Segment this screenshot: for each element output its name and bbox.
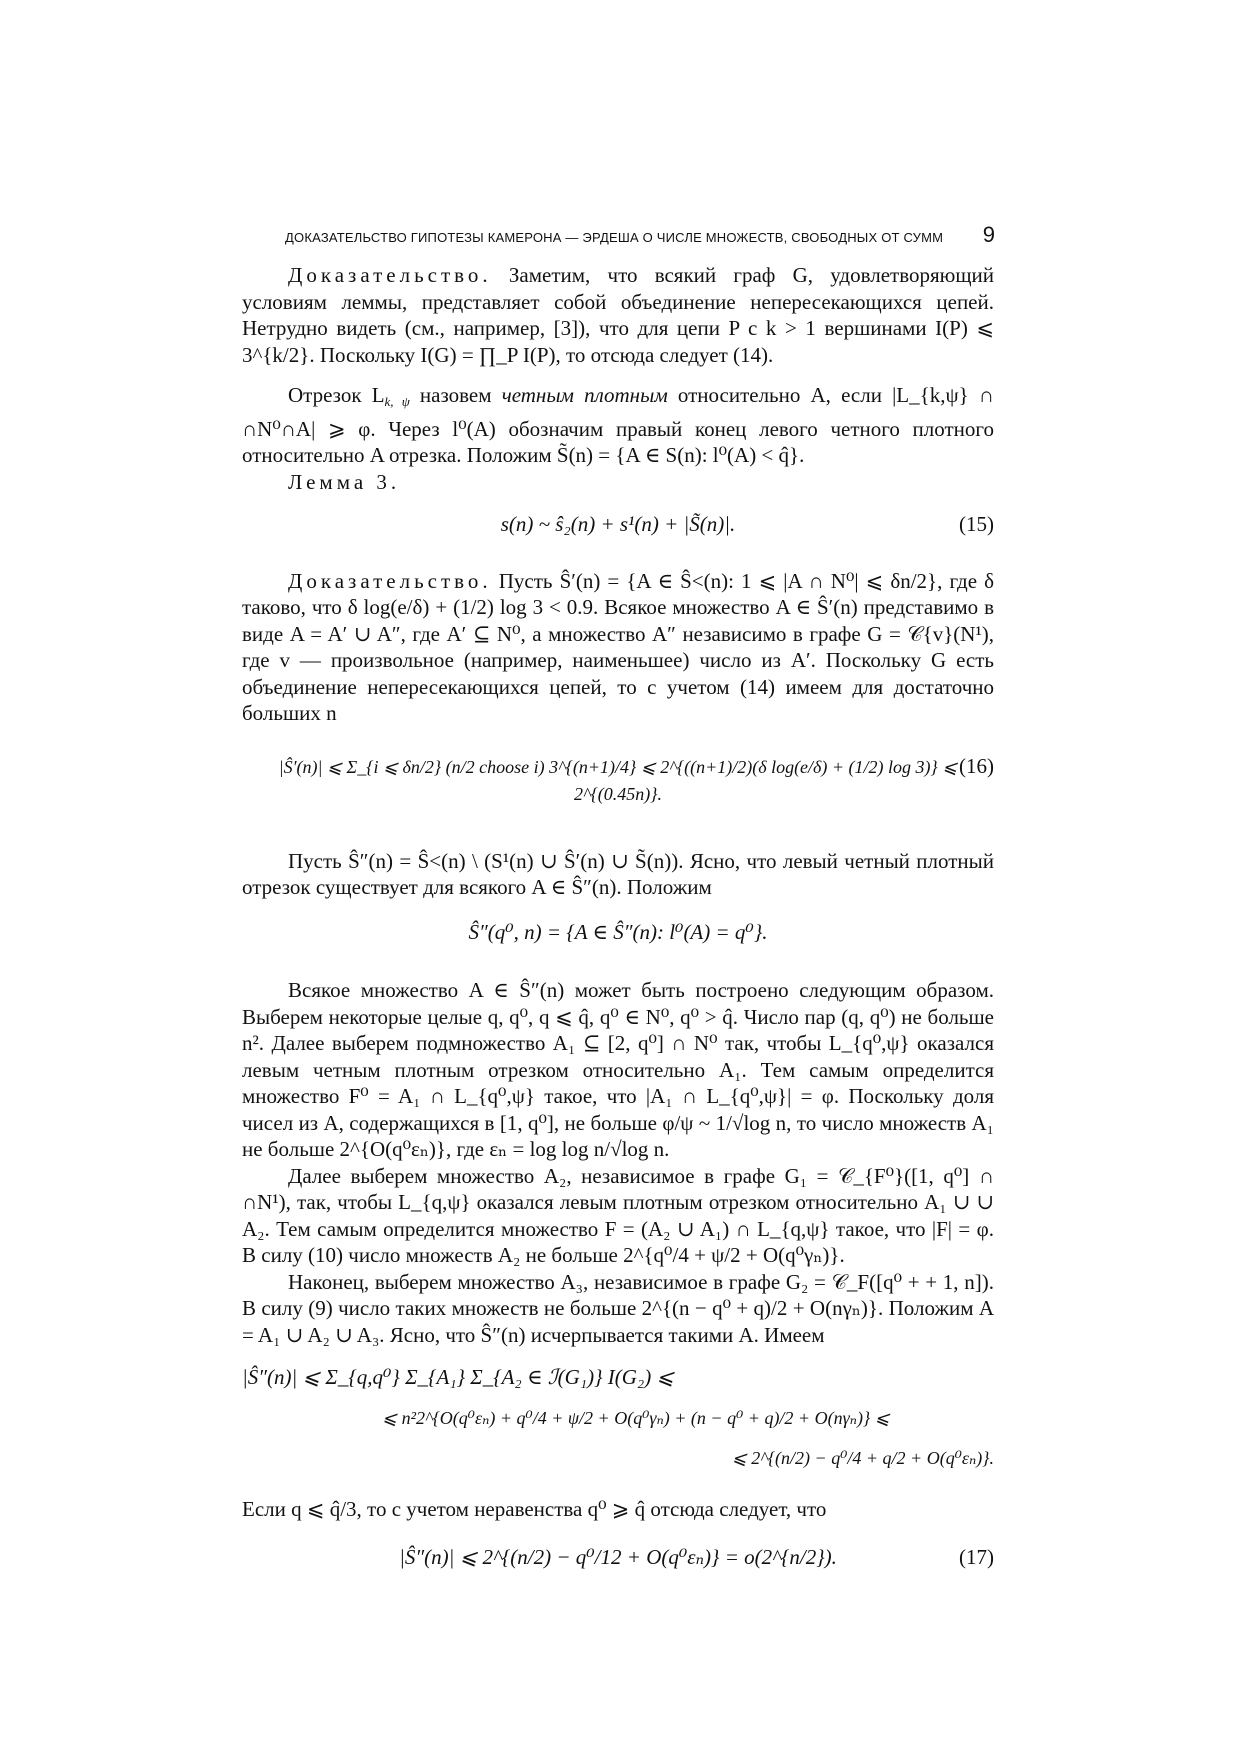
equation-16-number: (16): [959, 753, 994, 778]
definition-text-a: Отрезок L: [288, 383, 385, 407]
equation-15-number: (15): [959, 512, 994, 536]
running-header-title: ДОКАЗАТЕЛЬСТВО ГИПОТЕЗЫ КАМЕРОНА — ЭРДЕША О ЧИСЛЕ МНОЖЕСТВ, СВОБОДНЫХ ОТ СУММ: [285, 230, 944, 245]
paragraph-construction: Всякое множество A ∈ Ŝ″(n) может быть построено следующим образом. Выберем некоторые целые q, q⁰, q ⩽ q̂, q⁰ ∈ N⁰, q⁰ > q̂. Число пар (q, q⁰) не больше n². Далее выберем подмножество A₁ ⊆ [2, q⁰] ∩ N⁰ так, чтобы L_{q⁰,ψ} оказался левым четным плотным отрезком относительно A₁. Тем самым определится множество F⁰ = A₁ ∩ L_{q⁰,ψ} такое, что |A₁ ∩ L_{q⁰,ψ}| = φ. Поскольку доля чисел из A, содержащихся в [1, q⁰], не больше φ/ψ ~ 1/√log n, то число множеств A₁ не больше 2^{O(q⁰εₙ)}, где εₙ = log log n/√log n.: [242, 978, 994, 1161]
paragraph-define-s2: Пусть Ŝ″(n) = Ŝ<(n) \ (S¹(n) ∪ Ŝ′(n) ∪ S̃(n)). Ясно, что левый четный плотный отрезок существует для всякого A ∈ Ŝ″(n). Положим: [242, 848, 994, 899]
paragraph-choose-a3: Наконец, выберем множество A₃, независимое в графе G₂ = 𝒞_F([q⁰ + + 1, n]). В силу (9) число таких множеств не больше 2^{(n − q⁰ + q)/2 + O(nγₙ)}. Положим A = A₁ ∪ A₂ ∪ A₃. Ясно, что Ŝ″(n) исчерпывается такими A. Имеем: [242, 1269, 994, 1347]
equation-big-line-1: |Ŝ″(n)| ⩽ Σ_{q,q⁰} Σ_{A₁} Σ_{A₂ ∈ ℐ(G₁)} I(G₂) ⩽: [242, 1365, 675, 1389]
equation-big: [242, 1364, 994, 1472]
paragraph-definition: Отрезок $L_{k, \psi}$ назовем четным плотным относительно A, если |L_{k,ψ} ∩ ∩N⁰∩A| ⩾ φ. Через l⁰(A) обозначим правый конец левого четного плотного относительно A отрезка. Положим S̃(n) = {A ∈ S(n): l⁰(A) < q̂}.: [242, 383, 994, 467]
equation-big-line-3: ⩽ 2^{(n/2) − q⁰/4 + q/2 + O(q⁰εₙ)}.: [731, 1448, 994, 1468]
equation-16: [242, 753, 994, 808]
definition-term: четным плотным: [501, 383, 668, 407]
equation-17-number: (17): [959, 1545, 994, 1569]
paragraph-proof-2: [242, 568, 994, 727]
paragraph-conclusion: Если q ⩽ q̂/3, то с учетом неравенства q⁰ ⩾ q̂ отсюда следует, что: [242, 1496, 827, 1521]
running-header: [285, 222, 995, 252]
definition-text-b: назовем: [409, 383, 502, 407]
equation-17: [242, 1544, 994, 1571]
equation-16-expr: |Ŝ′(n)| ⩽ Σ_{i ⩽ δn/2} (n/2 choose i) 3^{(n+1)/4} ⩽ 2^{((n+1)/2)(δ log(e/δ) + (1/2) log 3)} ⩽ 2^{(0.45n)}.: [278, 756, 958, 804]
article-body: [242, 262, 994, 1593]
paragraph-proof-1: [242, 262, 994, 368]
equation-big-line-2: ⩽ n²2^{O(q⁰εₙ) + q⁰/4 + ψ/2 + O(q⁰γₙ) + (n − q⁰ + q)/2 + O(nγₙ)} ⩽: [382, 1407, 890, 1428]
page-number: 9: [982, 222, 995, 247]
equation-15: [242, 511, 994, 538]
lemma-3-label: Лемма 3.: [288, 469, 401, 494]
paragraph-text: Заметим, что всякий граф G, удовлетворяющий условиям леммы, представляет собой объединение непересекающихся цепей. Нетрудно видеть (см., например, [3]), что для цепи P с k > 1 вершинами I(P) ⩽ 3^{k/2}. Поскольку I(G) = ∏_P I(P), то отсюда следует (14).: [242, 263, 994, 367]
equation-s-q0-expr: Ŝ″(q⁰, n) = {A ∈ Ŝ″(n): l⁰(A) = q⁰}.: [468, 919, 768, 944]
equation-17-expr: |Ŝ″(n)| ⩽ 2^{(n/2) − q⁰/12 + O(q⁰εₙ)} = o(2^{n/2}).: [399, 1545, 837, 1569]
definition-text-c: относительно A, если |L_{k,ψ} ∩ ∩N⁰∩A| ⩾ φ. Через l⁰(A) обозначим правый конец левого четного плотного относительно A отрезка. Положим S̃(n) = {A ∈ S(n): l⁰(A) < q̂}.: [242, 383, 994, 467]
proof-lead: Доказательство.: [288, 263, 492, 287]
proof-lead: Доказательство.: [288, 568, 492, 593]
paragraph-choose-a2: Далее выберем множество A₂, независимое в графе G₁ = 𝒞_{F⁰}([1, q⁰] ∩ ∩N¹), так, чтобы L_{q,ψ} оказался левым плотным отрезком относительно A₁ ∪ ∪ A₂. Тем самым определится множество F = (A₂ ∪ A₁) ∩ L_{q,ψ} такое, что |F| = φ. В силу (10) число множеств A₂ не больше 2^{q⁰/4 + ψ/2 + O(q⁰γₙ)}.: [242, 1163, 994, 1267]
equation-15-expr: s(n) ~ ŝ₂(n) + s¹(n) + |S̃(n)|.: [500, 512, 736, 536]
paragraph-text: Пусть Ŝ′(n) = {A ∈ Ŝ<(n): 1 ⩽ |A ∩ N⁰| ⩽ δn/2}, где δ таково, что δ log(e/δ) + (1/2) log 3 < 0.9. Всякое множество A ∈ Ŝ′(n) представимо в виде A = A′ ∪ A″, где A′ ⊆ N⁰, а множество A″ независимо в графе G = 𝒞{v}(N¹), где v — произвольное (например, наименьшее) число из A′. Поскольку G есть объединение непересекающихся цепей, то с учетом (14) имеем для достаточно больших n: [242, 568, 994, 725]
equation-s-q0: [242, 919, 994, 946]
